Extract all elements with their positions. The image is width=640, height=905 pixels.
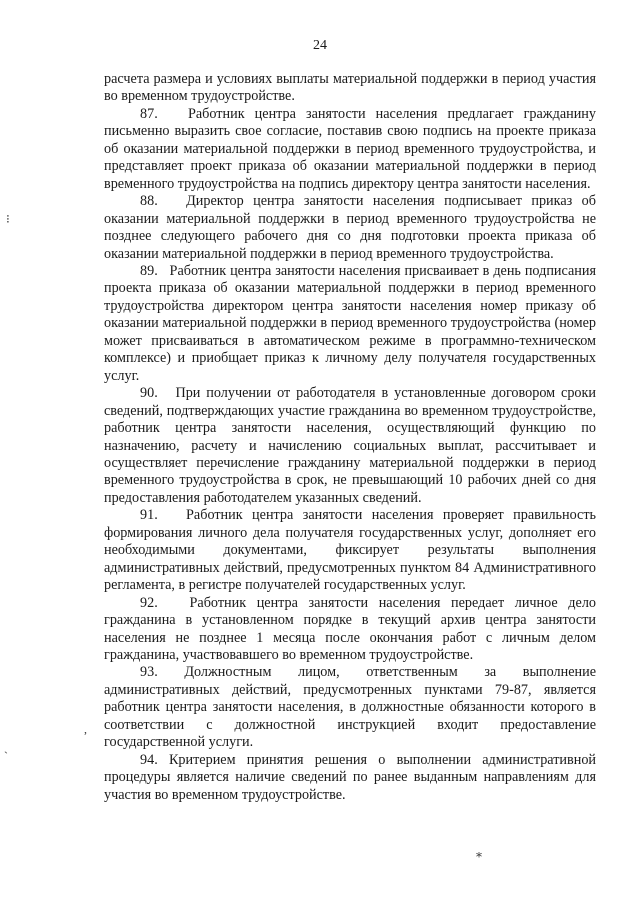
scan-speck-mark: , [84, 722, 87, 736]
paragraph-88: 88. Директор центра занятости населения подписывает приказ об оказании материальной поддержки в период временного трудоустройства не позднее следующего рабочего дня со дня подготовки проекта приказа об оказании материальной поддержки в период временного трудоустройства. [104, 193, 596, 262]
paragraph-91: 91. Работник центра занятости населения проверяет правильность формирования личного дела получателя государственных услуг, дополняет его необходимыми документами, фиксирует результаты выполнения административных действий, предусмотренных пунктом 84 Административного регламента, в регистре получателей государственных услуг. [104, 507, 596, 594]
page-number: 24 [313, 38, 327, 53]
scan-speck-mark: ⁝ [6, 212, 10, 226]
paragraph-89: 89. Работник центра занятости населения присваивает в день подписания проекта приказа об оказании материальной поддержки в период временного трудоустройства директором центра занятости населения номер приказу об оказании материальной поддержки в период временного трудоустройства (номер может присваиваться в автоматическом режиме в программно-техническом комплексе) и приобщает приказ к личному делу получателя государственных услуг. [104, 262, 596, 384]
scan-speck-mark: ˎ [4, 740, 8, 754]
paragraph-90: 90. При получении от работодателя в установленные договором сроки сведений, подтверждающих участие гражданина во временном трудоустройстве, работник центра занятости населения, осуществляющий функцию по назначению, расчету и начислению социальных выплат, рассчитывает и осуществляет перечисление гражданину материальной поддержки в период временного трудоустройства в срок, не превышающий 10 рабочих дней со дня предоставления работодателем указанных сведений. [104, 385, 596, 506]
paragraph-92: 92. Работник центра занятости населения передает личное дело гражданина в установленном порядке в текущий архив центра занятости населения не позднее 1 месяца после окончания работ с личным делом гражданина, участвовавшего во временном трудоустройстве. [104, 594, 596, 663]
document-body [104, 71, 596, 804]
scan-speck-mark: ⁎ [476, 846, 482, 860]
paragraph-94: 94. Критерием принятия решения о выполнении административной процедуры является наличие сведений по ранее выданным направлениям для участия во временном трудоустройстве. [104, 751, 596, 803]
paragraph-93: 93. Должностным лицом, ответственным за выполнение административных действий, предусмотренных пунктами 79-87, является работник центра занятости населения, в должностные обязанности которого в соответствии с должностной инструкцией входит предоставление государственной услуги. [104, 664, 596, 751]
paragraph-continuation: расчета размера и условиях выплаты материальной поддержки в период участия во временном трудоустройстве. [104, 71, 596, 105]
paragraph-87: 87. Работник центра занятости населения предлагает гражданину письменно выразить свое согласие, поставив свою подпись на проекте приказа об оказании материальной поддержки в период временного трудоустройства, и представляет проект приказа об оказании материальной поддержки в период временного трудоустройства на подпись директору центра занятости населения. [104, 105, 596, 192]
